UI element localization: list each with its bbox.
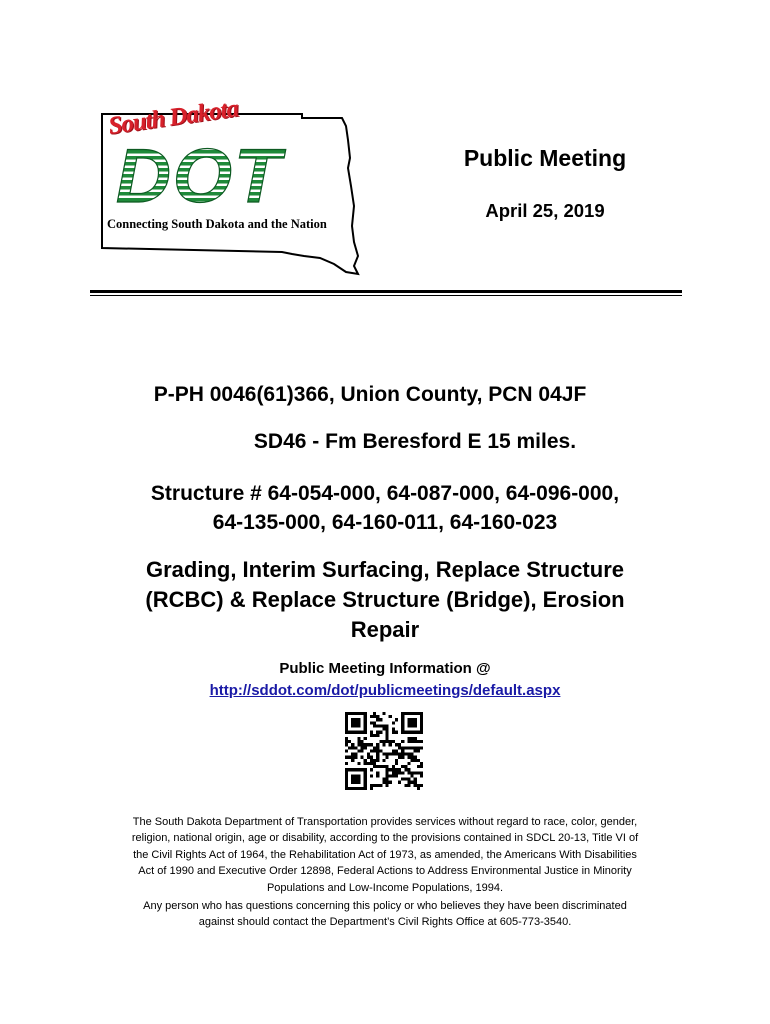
logo-dot-letters: DOT [116,134,283,219]
work-line-1: Grading, Interim Surfacing, Replace Structure [146,557,624,582]
civil-rights-contact [80,898,690,931]
header-rule-thin [90,295,682,296]
structure-line-2: 64-135-000, 64-160-011, 64-160-023 [212,511,558,534]
structure-list [60,479,710,537]
structure-line-1: Structure # 64-054-000, 64-087-000, 64-096-000, [150,482,620,505]
contact-line-2: against should contact the Department’s Civil Rights Office at 605-773-3540. [198,916,572,929]
logo-script-text: South Dakota [106,95,240,140]
notice-line-5: Populations and Low-Income Populations, 1994. [266,881,504,894]
notice-line-1: The South Dakota Department of Transportation provides services without regard to race, color, gender, [132,816,638,828]
meeting-date: April 25, 2019 [485,200,605,221]
notice-line-2: religion, national origin, age or disability, according to the provisions contained in SDCL 20-13, Title VI of [131,832,639,845]
info-label: Public Meeting Information @ [279,660,491,677]
work-description [60,555,710,645]
meeting-title: Public Meeting [463,145,627,171]
logo-tagline: Connecting South Dakota and the Nation [107,217,327,231]
work-line-3: Repair [350,617,420,642]
qr-code[interactable] [345,712,423,790]
project-id-text: P-PH 0046(61)366, Union County, PCN 04JF [153,383,587,406]
work-line-2: (RCBC) & Replace Structure (Bridge), Erosion [145,587,625,612]
project-id [60,383,710,407]
public-meetings-link[interactable]: http://sddot.com/dot/publicmeetings/default.aspx [209,682,561,699]
header-rule [90,290,682,293]
notice-line-4: Act of 1990 and Executive Order 12898, Federal Actions to Address Environmental Justice in Minority [138,865,632,878]
contact-line-1: Any person who has questions concerning this policy or who believes they have been discriminated [143,900,627,912]
nondiscrimination-notice [80,814,690,896]
notice-line-3: the Civil Rights Act of 1964, the Rehabilitation Act of 1973, as amended, the Americans With Disabilities [133,848,637,861]
route-description [60,430,710,454]
route-text: SD46 - Fm Beresford E 15 miles. [253,430,577,453]
sddot-logo [96,96,362,282]
